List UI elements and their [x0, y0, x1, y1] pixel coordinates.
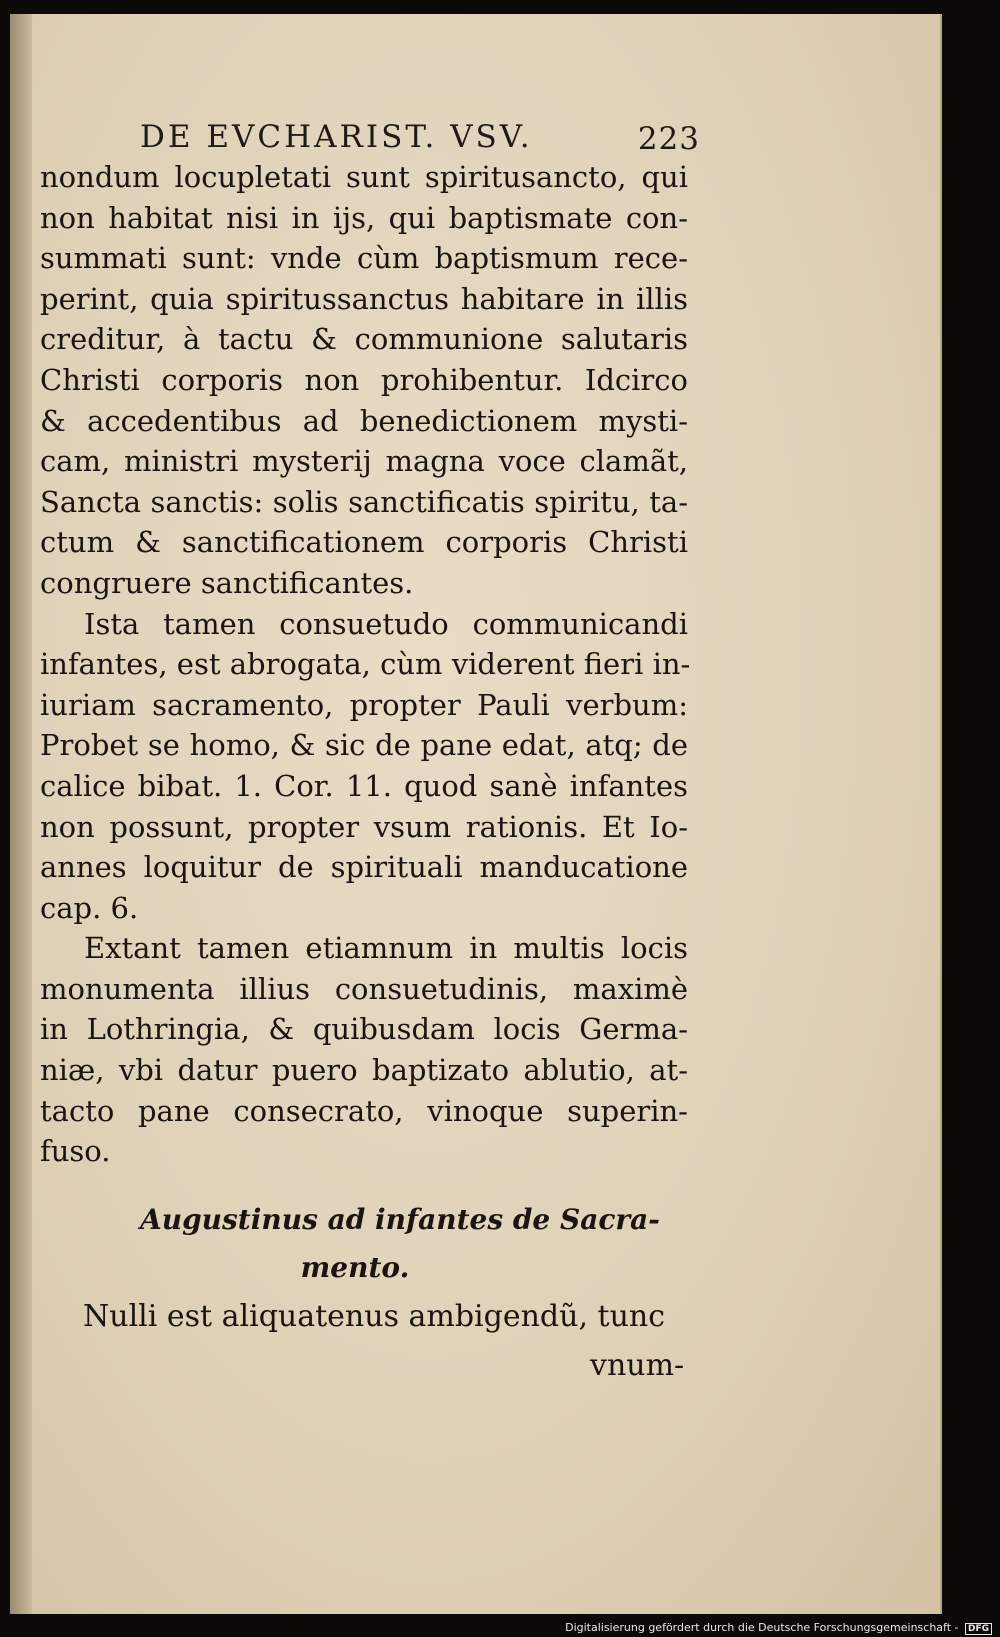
body-text	[40, 157, 691, 1172]
text-line: in Lothringia, & quibusdam locis Germa-	[40, 1012, 688, 1047]
running-head-title: DE EVCHARIST. VSV.	[140, 119, 533, 155]
final-text-line: Nulli est aliquatenus ambigendũ, tunc	[83, 1299, 666, 1334]
section-heading-line: Augustinus ad infantes de Sacra-	[140, 1203, 660, 1236]
text-line: calice bibat. 1. Cor. 11. quod sanè infantes	[40, 768, 688, 803]
text-line: ctum & sanctificationem corporis Christi	[40, 525, 688, 560]
text-line: infantes, est abrogata, cùm viderent fieri in-	[40, 647, 691, 682]
text-line: cam, ministri mysterij magna voce clamãt,	[40, 444, 688, 479]
book-page	[10, 14, 942, 1614]
text-line: Christi corporis non prohibentur. Idcirco	[40, 362, 688, 397]
section-heading	[140, 1196, 660, 1292]
digitization-credit	[565, 1621, 992, 1635]
text-line: Sancta sanctis: solis sanctificatis spiritu, ta-	[40, 484, 688, 519]
text-line: Probet se homo, & sic de pane edat, atq; de	[40, 728, 688, 763]
text-line: summati sunt: vnde cùm baptismum rece-	[40, 241, 688, 276]
text-line: Ista tamen consuetudo communicandi	[84, 606, 688, 641]
text-line: non habitat nisi in ijs, qui baptismate con-	[40, 200, 688, 235]
text-line: annes loquitur de spirituali manducatione	[40, 850, 688, 885]
text-line: iuriam sacramento, propter Pauli verbum:	[40, 687, 688, 722]
text-line: fuso.	[40, 1134, 111, 1169]
text-line: congruere sanctificantes.	[40, 565, 414, 600]
text-line: & accedentibus ad benedictionem mysti-	[40, 403, 688, 438]
text-line: non possunt, propter vsum rationis. Et Io-	[40, 809, 688, 844]
credit-text: Digitalisierung gefördert durch die Deutsche Forschungsgemeinschaft -	[565, 1621, 959, 1634]
page-number: 223	[637, 121, 700, 157]
text-line: perint, quia spiritussanctus habitare in illis	[40, 281, 688, 316]
catchword: vnum-	[590, 1348, 685, 1383]
text-line: monumenta illius consuetudinis, maximè	[40, 971, 688, 1006]
text-line: tacto pane consecrato, vinoque superin-	[40, 1093, 688, 1128]
running-head	[140, 119, 700, 159]
dfg-logo-badge: DFG	[965, 1623, 992, 1635]
text-line: nondum locupletati sunt spiritusancto, qui	[40, 160, 688, 194]
section-heading-line: mento.	[300, 1251, 410, 1284]
text-line: Extant tamen etiamnum in multis locis	[84, 931, 688, 966]
text-line: cap. 6.	[40, 890, 139, 925]
text-line: niæ, vbi datur puero baptizato ablutio, at-	[40, 1053, 688, 1088]
text-line: creditur, à tactu & communione salutaris	[40, 322, 688, 357]
